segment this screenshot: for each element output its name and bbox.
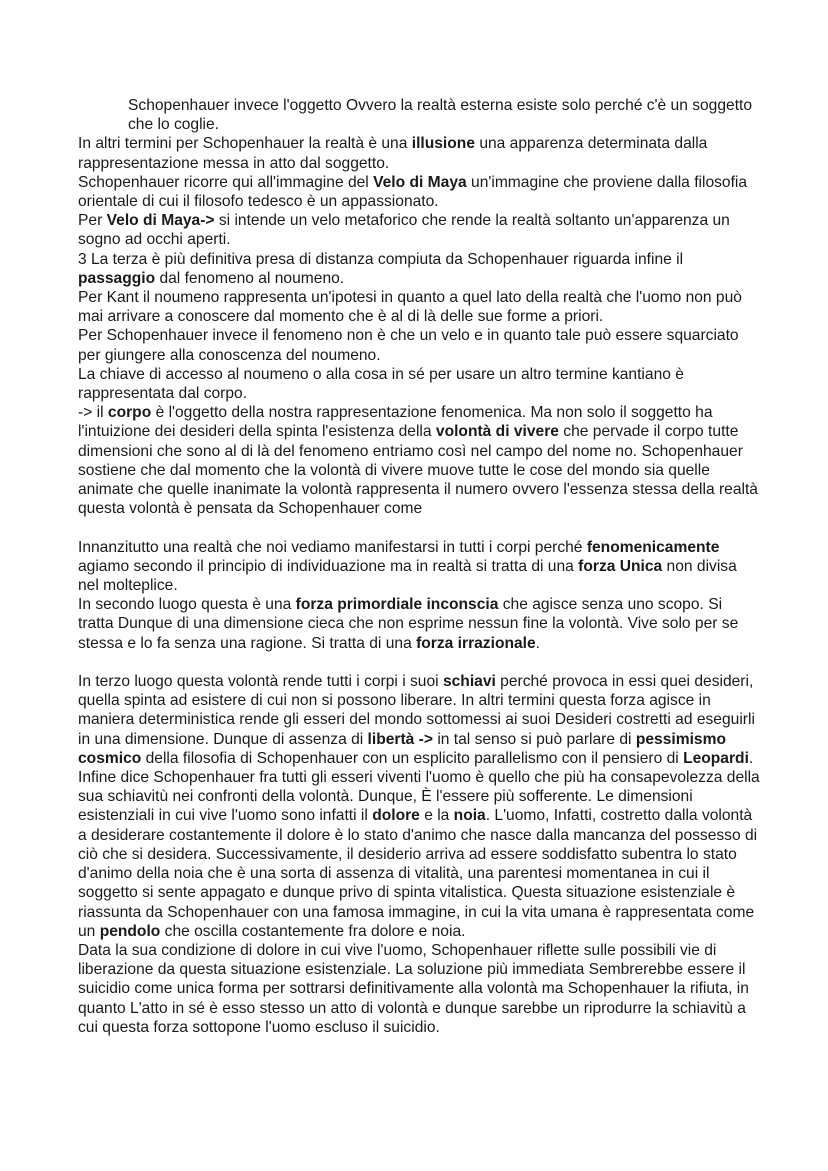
text-run: un'immagine che proviene dalla filosofia orientale di cui il filosofo tedesco è un appassionato.: [78, 173, 748, 211]
text-run: .: [535, 634, 541, 652]
text-run: -> il: [78, 404, 108, 422]
text-run: La chiave di accesso al noumeno o alla cosa in sé per usare un altro termine kantiano è rappresentata dal corpo.: [78, 365, 684, 403]
text-run: Schopenhauer ricorre qui all'immagine del: [78, 173, 374, 191]
text-run: Schopenhauer invece l'oggetto Ovvero la realtà esterna esiste solo perché c'è un soggetto che lo coglie.: [128, 97, 753, 134]
paragraph: [78, 595, 760, 653]
bold-term: volontà di vivere: [435, 423, 559, 441]
text-run: dal fenomeno al noumeno.: [155, 269, 345, 287]
bold-term: illusione: [411, 135, 475, 153]
text-run: che pervade il corpo tutte dimensioni che sono al di là del fenomeno entriamo così nel campo del nome no. Schopenhauer sostiene che dal momento che la volontà di vivere muove tutte le cose del mondo sia quelle animate che quelle inanimate la volontà rappresenta il numero ovvero l'essenza stessa della realtà questa volontà è pensata da Schopenhauer come: [78, 423, 758, 518]
bold-term: dolore: [372, 807, 420, 825]
document-page: [78, 96, 760, 1037]
text-run: Innanzitutto una realtà che noi vediamo manifestarsi in tutti i corpi perché: [78, 538, 587, 556]
text-run: che agisce senza uno scopo. Si tratta Dunque di una dimensione cieca che non esprime nessun fine la volontà. Vive solo per se stessa e lo fa senza una ragione. Si tratta di una: [78, 596, 739, 652]
bold-term: fenomenicamente: [586, 538, 720, 556]
bold-term: forza primordiale inconscia: [295, 596, 499, 614]
bold-term: schiavi: [442, 673, 496, 691]
bold-term: forza irrazionale: [416, 634, 536, 652]
paragraph: [78, 288, 760, 326]
text-run: non divisa nel molteplice.: [78, 557, 737, 595]
bold-term: Velo di Maya: [373, 173, 467, 191]
bold-term: forza Unica: [578, 557, 663, 575]
bold-term: pendolo: [99, 922, 161, 940]
text-run: Per Schopenhauer invece il fenomeno non è che un velo e in quanto tale può essere squarciato per giungere alla conoscenza del noumeno.: [78, 327, 739, 364]
text-run: In terzo luogo questa volontà rende tutti i corpi i suoi: [78, 673, 443, 691]
paragraph: [78, 134, 760, 172]
text-run: . L'uomo, Infatti, costretto dalla volontà a desiderare costantemente il dolore è lo stato d'animo che nasce dalla mancanza del possesso di ciò che si desidera. Successivamente, il desiderio arriva ad essere soddisfatto subentra lo stato d'animo della noia che è una sorta di assenza di vitalità, una parentesi momentanea in cui il soggetto si sente appagato e dunque privo di spinta vitalistica. Questa situazione esistenziale è riassunta da Schopenhauer con una famosa immagine, in cui la vita umana è rappresentata come un: [78, 807, 758, 940]
text-run: si intende un velo metaforico che rende la realtà soltanto un'apparenza un sogno ad occhi aperti.: [78, 212, 730, 249]
paragraph-gap: [78, 518, 760, 537]
bold-term: Leopardi: [683, 749, 749, 767]
paragraph: [78, 211, 760, 249]
paragraph: [78, 96, 760, 134]
paragraph: [78, 538, 760, 596]
text-run: In altri termini per Schopenhauer la realtà è una: [78, 135, 412, 153]
bold-term: libertà ->: [367, 730, 433, 748]
paragraph: [78, 173, 760, 211]
bold-term: Velo di Maya->: [106, 212, 215, 230]
text-run: In secondo luogo questa è una: [78, 596, 296, 614]
text-run: Data la sua condizione di dolore in cui vive l'uomo, Schopenhauer riflette sulle possibili vie di liberazione da questa situazione esistenziale. La soluzione più immediata Sembrerebbe essere il suicidio come unica forma per sottrarsi definitivamente alla volontà ma Schopenhauer la rifiuta, in quanto L'atto in sé è esso stesso un atto di volontà e dunque sarebbe un riprodurre la schiavitù a cui questa forza sottopone l'uomo escluso il suicidio.: [78, 941, 749, 1036]
text-run: è l'oggetto della nostra rappresentazione fenomenica. Ma non solo il soggetto ha l'intuizione dei desideri della spinta l'esistenza della: [78, 404, 713, 441]
bold-term: passaggio: [78, 269, 156, 287]
paragraph-gap: [78, 653, 760, 672]
bold-term: corpo: [107, 404, 152, 422]
text-run: Per: [78, 212, 107, 230]
paragraph: [78, 403, 760, 518]
text-run: 3 La terza è più definitiva presa di distanza compiuta da Schopenhauer riguarda infine il: [78, 250, 684, 268]
text-run: della filosofia di Schopenhauer con un esplicito parallelismo con il pensiero di: [141, 749, 684, 767]
text-run: perché provoca in essi quei desideri, quella spinta ad esistere di cui non si possono liberare. In altri termini questa forza agisce in maniera deterministica rende gli esseri del mondo sottomessi ai suoi Desideri costretti ad eseguirli in una dimensione. Dunque di assenza di: [78, 673, 755, 748]
paragraph: [78, 941, 760, 1037]
paragraph: [78, 768, 760, 941]
text-run: Per Kant il noumeno rappresenta un'ipotesi in quanto a quel lato della realtà che l'uomo non può mai arrivare a conoscere dal momento che è al di là delle sue forme a priori.: [78, 289, 742, 326]
paragraph: [78, 326, 760, 364]
paragraph: [78, 250, 760, 288]
text-run: Infine dice Schopenhauer fra tutti gli esseri viventi l'uomo è quello che più ha consapevolezza della sua schiavitù nei confronti della volontà. Dunque, È l'essere più sofferente. Le dimensioni esistenziali in cui vive l'uomo sono infatti il: [78, 769, 760, 825]
text-run: agiamo secondo il principio di individuazione ma in realtà si tratta di una: [78, 557, 579, 575]
paragraph: [78, 672, 760, 768]
text-run: e la: [419, 807, 454, 825]
text-run: .: [748, 749, 754, 767]
text-run: in tal senso si può parlare di: [432, 730, 636, 748]
text-run: una apparenza determinata dalla rappresentazione messa in atto dal soggetto.: [78, 135, 708, 172]
bold-term: pessimismo cosmico: [78, 730, 726, 767]
bold-term: noia: [453, 807, 486, 825]
paragraph: [78, 365, 760, 403]
text-run: che oscilla costantemente fra dolore e noia.: [160, 922, 466, 940]
